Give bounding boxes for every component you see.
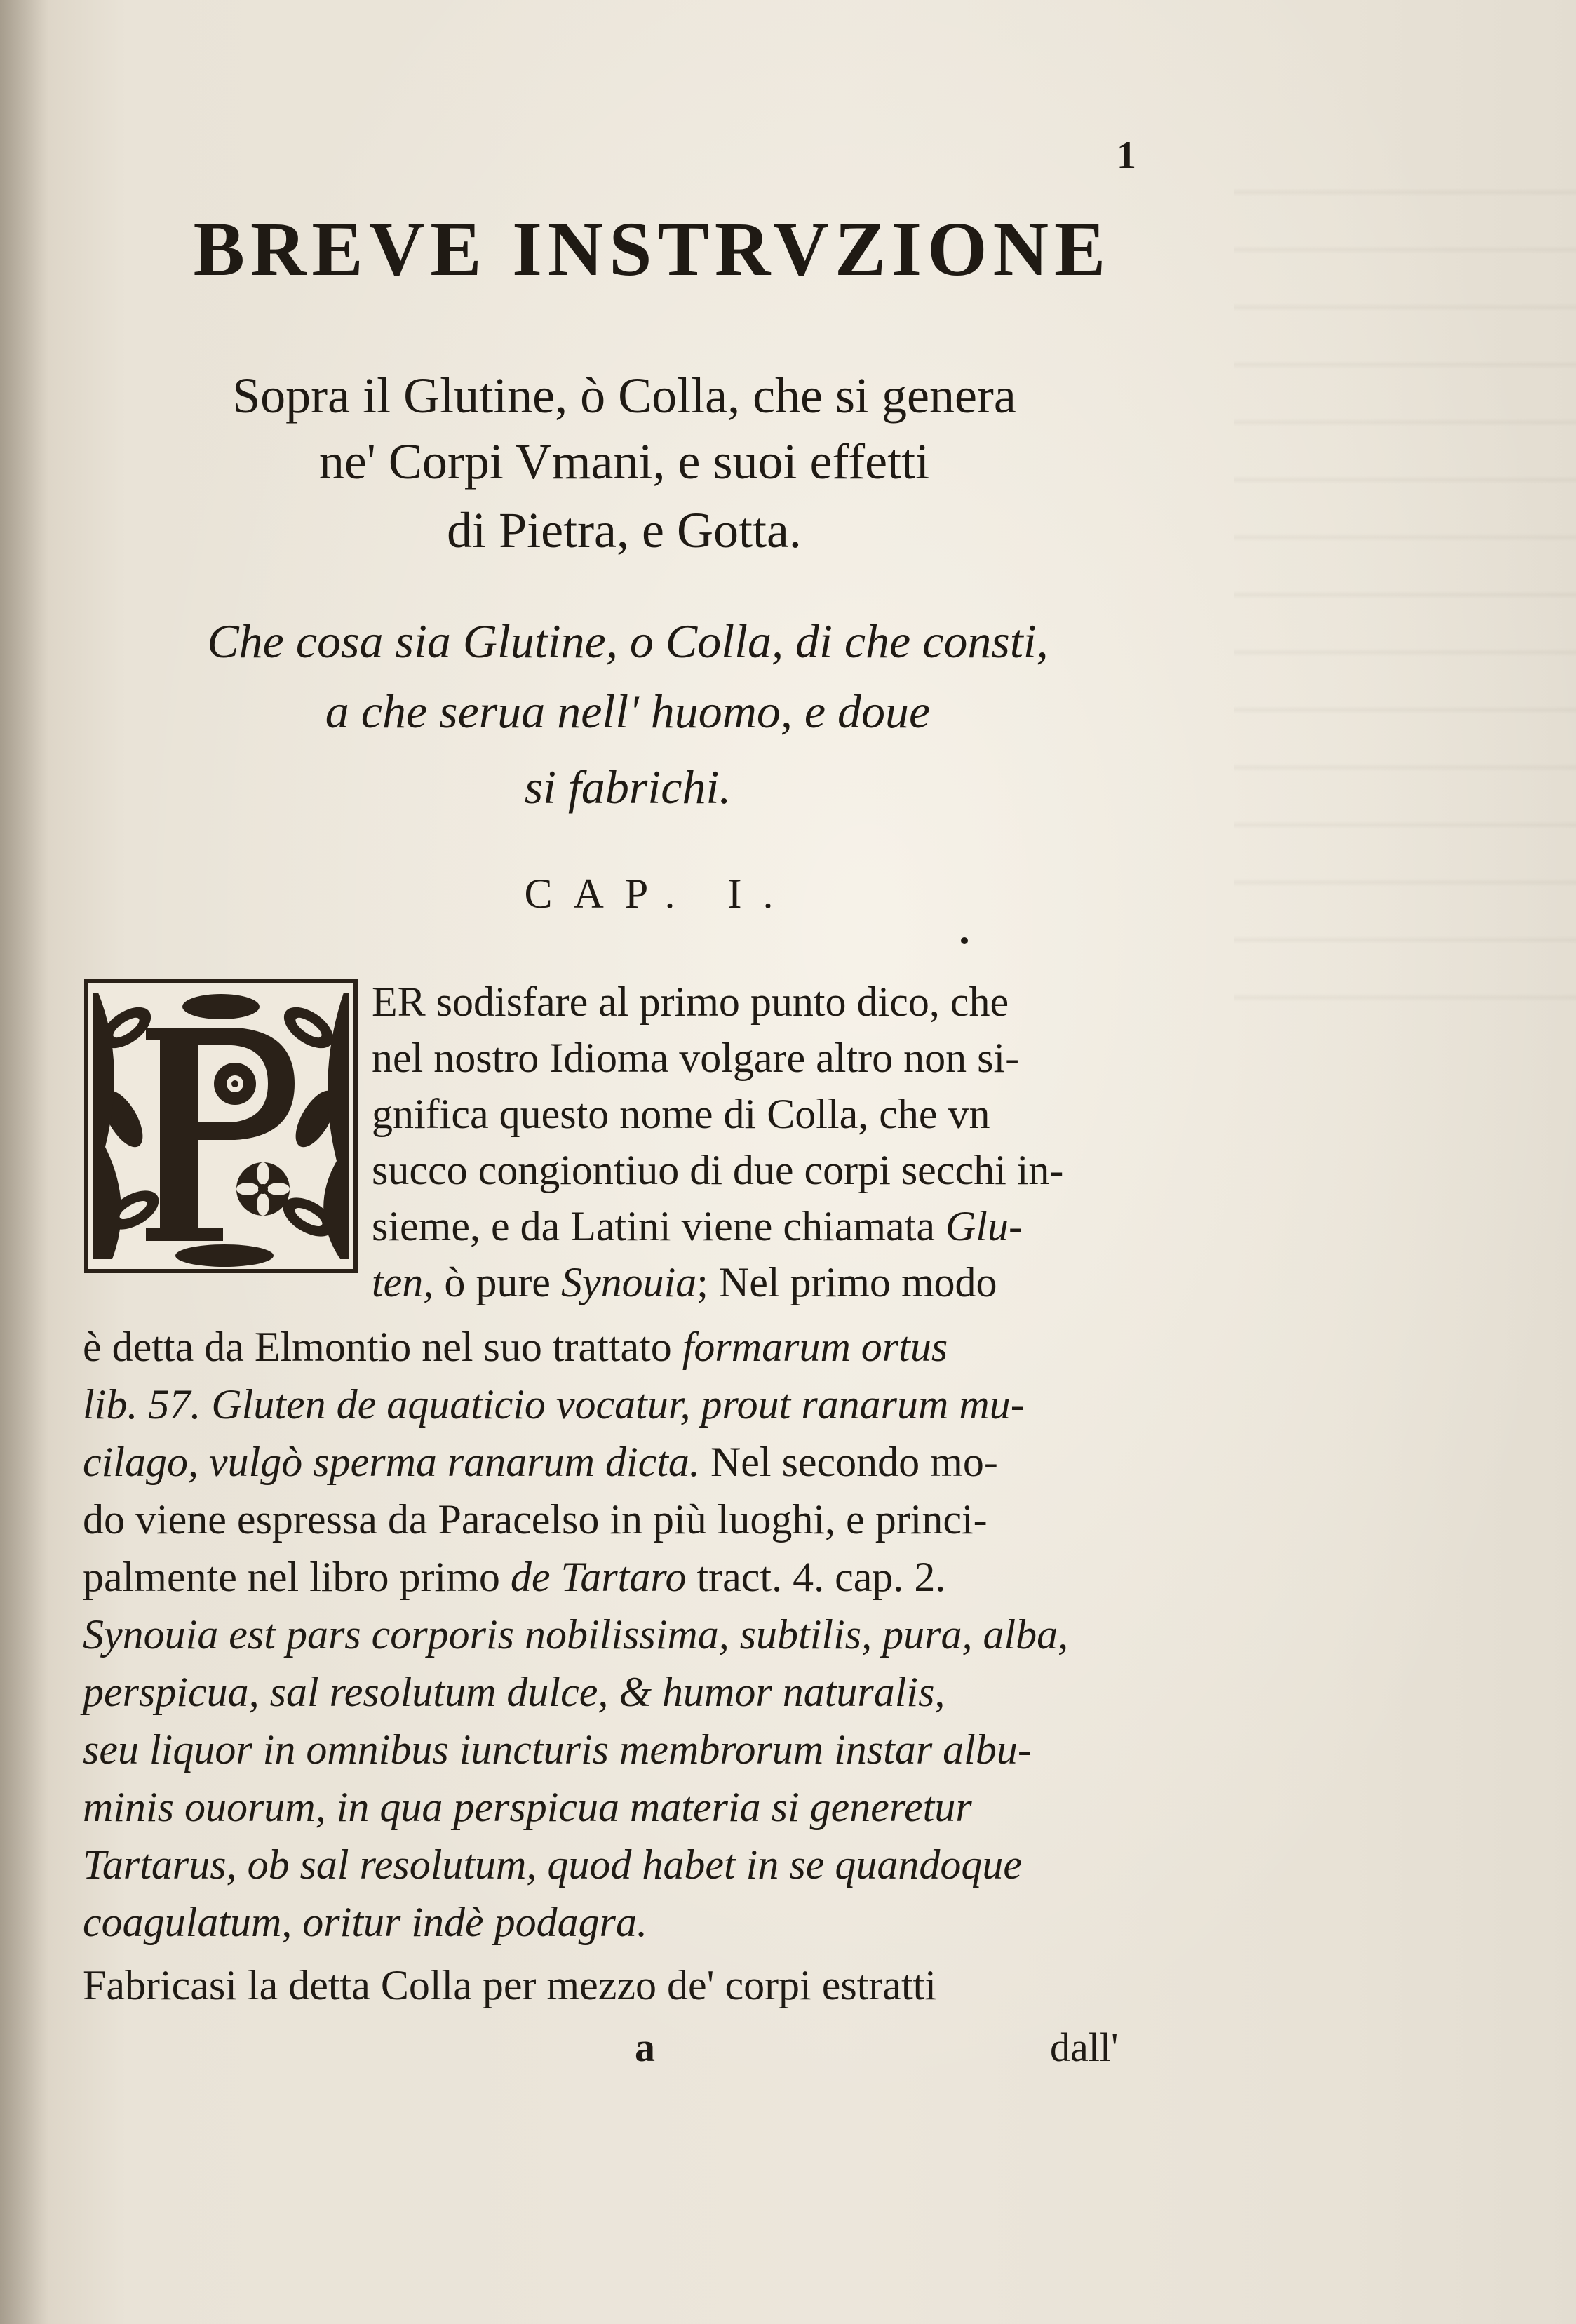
italic-text-run: cilago, vulgò sperma ranarum dicta. <box>83 1439 700 1485</box>
ink-dot <box>961 937 968 944</box>
catchword: dall' <box>1050 2024 1119 2070</box>
italic-text-run: Glu- <box>945 1203 1023 1249</box>
page-number: 1 <box>1117 134 1136 177</box>
italic-text-run: lib. 57. Gluten de aquaticio vocatur, prout ranarum mu- <box>83 1381 1025 1428</box>
italic-text-run: de Tartaro <box>510 1554 687 1600</box>
text-line <box>83 1441 998 1483</box>
text-run: succo congiontiuo di due corpi secchi in- <box>372 1147 1064 1193</box>
text-line <box>83 1496 988 1543</box>
show-through-text <box>1234 161 1576 1003</box>
text-line <box>83 1964 936 2006</box>
text-line <box>83 1728 1032 1771</box>
text-run: ; Nel primo modo <box>696 1259 997 1305</box>
subtitle-line-3: di Pietra, e Gotta. <box>447 502 802 558</box>
text-line <box>83 1326 948 1368</box>
text-line <box>83 1786 972 1828</box>
text-run: do viene espressa da Paracelso in più luoghi, e princi- <box>83 1496 988 1543</box>
italic-text-run: Synouia est pars corporis nobilissima, subtilis, pura, alba, <box>83 1611 1069 1658</box>
italic-text-run: Synouia <box>560 1259 697 1305</box>
page-gutter-shadow <box>0 0 49 2324</box>
subtitle-line-1: Sopra il Glutine, ò Colla, che si genera <box>232 368 1016 424</box>
text-line <box>372 1205 1023 1247</box>
italic-text-run: ten, <box>372 1259 434 1305</box>
text-run: gnifica questo nome di Colla, che vn <box>372 1091 990 1137</box>
text-line <box>83 1671 945 1713</box>
text-line <box>372 981 1009 1023</box>
text-line <box>372 1261 997 1303</box>
text-run: nel nostro Idioma volgare altro non si- <box>372 1035 1020 1081</box>
text-run: Nel secondo mo- <box>699 1439 998 1485</box>
page-title: BREVE INSTRVZIONE <box>193 206 1112 292</box>
text-run: ò pure <box>433 1259 561 1305</box>
italic-text-run: perspicua, sal resolutum dulce, & humor naturalis, <box>83 1669 945 1715</box>
subtitle-line-2: ne' Corpi Vmani, e suoi effetti <box>318 434 930 490</box>
text-line <box>372 1037 1019 1079</box>
text-run: tract. 4. cap. 2. <box>686 1554 946 1600</box>
question-line-1: Che cosa sia Glutine, o Colla, di che consti, <box>207 614 1049 668</box>
question-line-2: a che serua nell' huomo, e doue <box>325 685 931 738</box>
chapter-heading: CAP. I. <box>524 871 795 917</box>
text-line <box>83 1901 647 1943</box>
italic-text-run: minis ouorum, in qua perspicua materia si generetur <box>83 1784 972 1830</box>
text-line <box>83 1381 1025 1428</box>
text-run: è detta da Elmontio nel suo trattato <box>83 1324 682 1370</box>
italic-text-run: seu liquor in omnibus iuncturis membrorum instar albu- <box>83 1726 1032 1773</box>
signature-mark: a <box>635 2024 655 2070</box>
decorated-initial <box>84 979 358 1273</box>
text-line <box>83 1843 1022 1886</box>
text-line <box>83 1556 945 1598</box>
italic-text-run: coagulatum, oritur indè podagra. <box>83 1899 647 1945</box>
question-line-3: si fabrichi. <box>524 760 732 814</box>
text-line <box>372 1149 1063 1191</box>
text-run: ER sodisfare al primo punto dico, che <box>372 979 1009 1025</box>
text-run: Fabricasi la detta Colla per mezzo de' corpi estratti <box>83 1962 936 2008</box>
text-run: sieme, e da Latini viene chiamata <box>372 1203 945 1249</box>
italic-text-run: formarum ortus <box>682 1324 948 1370</box>
text-line <box>83 1611 1069 1658</box>
text-run: palmente nel libro primo <box>83 1554 511 1600</box>
italic-text-run: Tartarus, ob sal resolutum, quod habet in se quandoque <box>83 1841 1022 1888</box>
text-line <box>372 1093 990 1135</box>
